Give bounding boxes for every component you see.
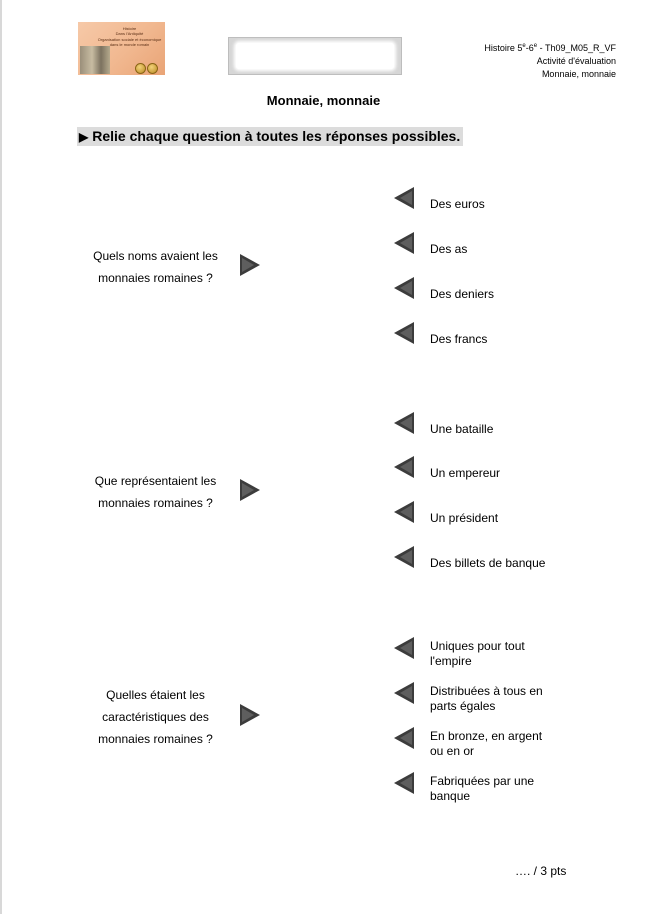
answer-line: l'empire — [430, 654, 472, 668]
question-3 — [78, 684, 233, 750]
answer-option — [430, 684, 570, 714]
course-logo — [78, 22, 165, 75]
logo-photo — [80, 46, 110, 74]
question-1 — [78, 245, 233, 289]
coin-icon — [147, 63, 158, 74]
answer-connector-arrow-icon[interactable] — [394, 277, 414, 299]
answer-connector-arrow-icon[interactable] — [394, 322, 414, 344]
answer-line: Fabriquées par une — [430, 774, 535, 788]
answer-connector-arrow-icon[interactable] — [394, 501, 414, 523]
logo-line: Histoire — [122, 26, 137, 31]
answer-option: Un empereur — [430, 466, 501, 480]
answer-option: Des deniers — [430, 287, 495, 301]
answer-connector-arrow-icon[interactable] — [394, 727, 414, 749]
logo-line: Dans l'Antiquité — [115, 31, 144, 36]
answer-option: Des as — [430, 242, 468, 256]
answer-line: banque — [430, 789, 471, 803]
question-line: monnaies romaines ? — [98, 496, 213, 510]
question-line: Quelles étaient les — [106, 688, 205, 702]
answer-line: Distribuées à tous en — [430, 684, 543, 698]
answer-option — [430, 729, 570, 759]
question-line: monnaies romaines ? — [98, 732, 213, 746]
answer-connector-arrow-icon[interactable] — [394, 546, 414, 568]
page-title: Monnaie, monnaie — [266, 93, 381, 108]
answer-connector-arrow-icon[interactable] — [394, 637, 414, 659]
question-line: Quels noms avaient les — [93, 249, 218, 263]
answer-connector-arrow-icon[interactable] — [394, 187, 414, 209]
answer-connector-arrow-icon[interactable] — [394, 772, 414, 794]
answer-connector-arrow-icon[interactable] — [394, 232, 414, 254]
instruction-banner — [77, 127, 463, 146]
question-2-connector-arrow-icon[interactable] — [240, 479, 260, 501]
answer-option — [430, 639, 570, 669]
page-edge — [0, 0, 2, 914]
question-2 — [78, 470, 233, 514]
question-line: monnaies romaines ? — [98, 271, 213, 285]
answer-option: Un président — [430, 511, 499, 525]
coin-icon — [135, 63, 146, 74]
answer-option: Une bataille — [430, 422, 494, 436]
header-subtitle: Monnaie, monnaie — [541, 69, 616, 79]
document-reference — [484, 40, 616, 81]
answer-connector-arrow-icon[interactable] — [394, 456, 414, 478]
answer-line: ou en or — [430, 744, 475, 758]
answer-line: En bronze, en argent — [430, 729, 543, 743]
question-3-connector-arrow-icon[interactable] — [240, 704, 260, 726]
play-arrow-icon: ▶ — [79, 130, 89, 144]
logo-line: Organisation sociale et économique — [97, 37, 162, 42]
score-field: …. / 3 pts — [515, 864, 567, 878]
question-line: caractéristiques des — [102, 710, 209, 724]
header-banner — [228, 37, 402, 75]
answer-connector-arrow-icon[interactable] — [394, 682, 414, 704]
activity-label: Activité d'évaluation — [536, 56, 616, 66]
instruction-text: Relie chaque question à toutes les réponses possibles. — [92, 128, 461, 144]
reference-line: Histoire 5e-6e - Th09_M05_R_VF — [484, 43, 616, 53]
answer-line: Uniques pour tout — [430, 639, 525, 653]
answer-option: Des francs — [430, 332, 488, 346]
answer-option: Des billets de banque — [430, 556, 546, 570]
logo-line: dans le monde romain — [109, 42, 150, 47]
banner-blank-area — [236, 43, 394, 69]
answer-option — [430, 774, 570, 804]
question-1-connector-arrow-icon[interactable] — [240, 254, 260, 276]
answer-option: Des euros — [430, 197, 485, 211]
answer-connector-arrow-icon[interactable] — [394, 412, 414, 434]
question-line: Que représentaient les — [94, 474, 217, 488]
answer-line: parts égales — [430, 699, 496, 713]
